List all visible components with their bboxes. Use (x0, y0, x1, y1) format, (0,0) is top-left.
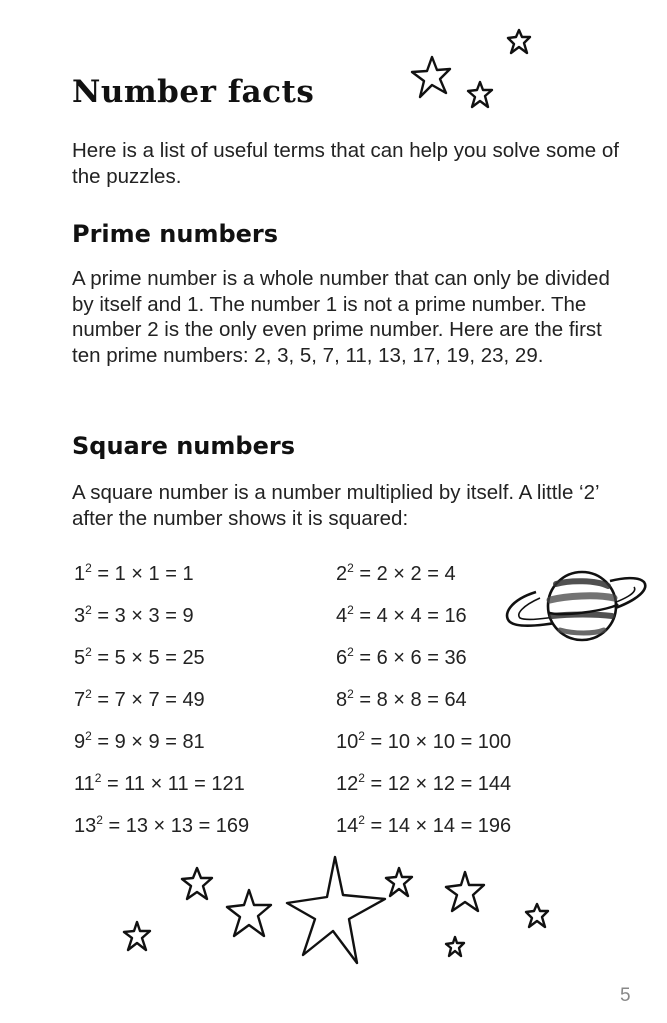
prime-text: A prime number is a whole number that can only be divided by itself and 1. The number 1 is not a prime number. The number 2 is the only even prime number. Here are the first ten prime numbers: 2, 3, 5, 7, 11, 13, 17, 19, 23, 29. (72, 267, 610, 367)
star-icon (444, 870, 486, 914)
square-fact: $2^2 = 2 \times 2 = 4$ (336, 561, 456, 585)
square-fact: $11^2 = 11 \times 11 = 121$ (74, 771, 245, 795)
square-heading: Square numbers (72, 432, 295, 460)
intro-text: Here is a list of useful terms that can help you solve some of the puzzles. (72, 139, 619, 188)
square-fact: $9^2 = 9 \times 9 = 81$ (74, 729, 205, 753)
page-title: Number facts (72, 74, 315, 110)
star-icon (285, 855, 387, 965)
star-icon (506, 28, 532, 56)
square-fact: $6^2 = 6 \times 6 = 36$ (336, 645, 467, 669)
square-fact: $4^2 = 4 \times 4 = 16$ (336, 603, 467, 627)
square-fact: $8^2 = 8 \times 8 = 64$ (336, 687, 467, 711)
square-fact: $10^2 = 10 \times 10 = 100$ (336, 729, 512, 753)
square-fact: $5^2 = 5 \times 5 = 25$ (74, 645, 205, 669)
star-icon (466, 80, 494, 110)
star-icon (180, 866, 214, 902)
star-icon (524, 902, 550, 930)
star-icon (410, 55, 452, 100)
square-fact: $14^2 = 14 \times 14 = 196$ (336, 813, 512, 837)
star-icon (384, 866, 414, 898)
page-number: 5 (620, 985, 631, 1006)
star-icon (225, 888, 273, 940)
square-fact: $3^2 = 3 \times 3 = 9$ (74, 603, 194, 627)
star-icon (444, 935, 466, 959)
prime-heading: Prime numbers (72, 220, 279, 248)
square-text: A square number is a number multiplied by itself. A little ‘2’ after the number shows it is squared: (72, 481, 599, 530)
square-fact: $12^2 = 12 \times 12 = 144$ (336, 771, 512, 795)
square-fact: $1^2 = 1 \times 1 = 1$ (74, 561, 194, 585)
square-fact: $13^2 = 13 \times 13 = 169$ (74, 813, 250, 837)
ringed-planet-icon (500, 570, 650, 645)
star-icon (122, 920, 152, 952)
square-fact: $7^2 = 7 \times 7 = 49$ (74, 687, 205, 711)
